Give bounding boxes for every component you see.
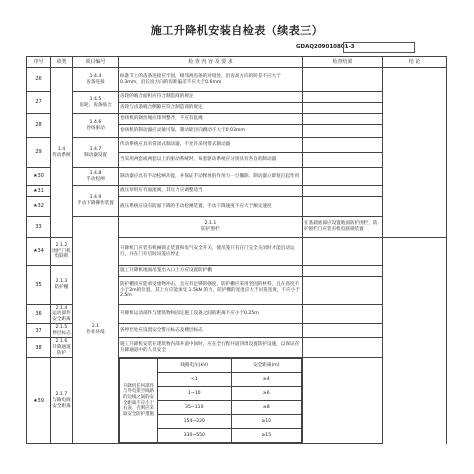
inspection-table	[26, 56, 447, 444]
result-cell[interactable]	[303, 277, 383, 305]
header-result: 检查结果	[303, 57, 383, 68]
row-seq: 26	[27, 68, 51, 92]
voltage-cell: 330~550	[158, 429, 232, 443]
row-seq: ★31	[27, 186, 51, 197]
item-content: 标准节上的齿条连接应牢固，相邻两齿条的对接处，沿齿高方向的阶差不应大于0.3mm，沿长度方向的齿距偏差不应大于0.6mm	[119, 68, 303, 92]
voltage-cell: 1~10	[158, 387, 232, 401]
item-content: 当采用两套或两套以上的驱动系统时，每套驱动系统应分别具有各自的制动器	[119, 153, 303, 168]
distance-cell: ≥6	[231, 387, 301, 401]
distance-cell: ≥15	[231, 429, 301, 443]
item-content: 制动器应具有手动松闸功能，并保证手动释放的作用力一旦撤除，制动器立即复位起作用	[119, 168, 303, 186]
result-cell[interactable]	[303, 358, 383, 444]
result-cell[interactable]	[303, 186, 383, 197]
item-content: 升降机门应装有机械锁止装置和电气安全开关，使吊笼只有在门完全关闭时才能启动运行，并在门开启时吊笼应停止	[119, 238, 303, 266]
header-row	[27, 57, 447, 68]
voltage-cell: 154~220	[158, 415, 232, 429]
row-seq: 35	[27, 266, 51, 305]
category-operation-env: 2.1 作业环境	[73, 217, 119, 444]
table-row	[27, 68, 447, 92]
page-title: 施工升降机安装自检表（续表三）	[150, 24, 324, 37]
item-content-with-table	[119, 358, 303, 444]
header-item-no: 项目编号	[73, 57, 119, 68]
result-cell[interactable]	[303, 125, 383, 138]
item-content: 卷扬机的钢丝绳应排列整齐，不应有乱绳	[119, 114, 303, 125]
item-no: 1.4.4 齿条连接	[73, 68, 119, 92]
item-content: 防护棚顶应能承受重物冲击，且应有足够的强度，防护棚应采用坚固的材料，且在高度不小于2m的位置，其上方应能承受 1.5kN 的力，防护棚的宽度应大于吊笼宽度，不应小于 2.5m	[119, 277, 303, 305]
item-content: 齿轮的啮合面积应符合制造商的规定	[119, 92, 303, 103]
row-seq: 37	[27, 324, 51, 338]
result-cell[interactable]	[303, 338, 383, 358]
row-seq: ★32	[27, 197, 51, 217]
result-cell[interactable]	[303, 92, 383, 103]
header-conclusion: 结 论	[383, 57, 447, 68]
item-content: 传动系统应具有常闭式制动器，不允许采用带式制动器	[119, 138, 303, 153]
result-cell[interactable]	[303, 103, 383, 114]
conclusion-cell[interactable]	[383, 68, 447, 238]
item-no: 2.1.3 防护棚	[51, 266, 73, 305]
header-category: 项类	[51, 57, 73, 68]
code-input-box	[343, 42, 415, 53]
result-cell[interactable]	[303, 114, 383, 125]
item-no: 2.1.5 停层标志	[52, 324, 71, 336]
item-content: 施工升降机安装在建筑物内部井道中间时，应在全行程井道四周设置防护设施，以保证在升降通道中的人员安全	[119, 338, 303, 358]
row-seq: 38	[27, 338, 51, 358]
voltage-distance-table	[119, 358, 302, 443]
result-cell[interactable]	[303, 197, 383, 217]
item-no: 2.1.4 运动部件安全距离	[52, 305, 71, 322]
row-seq: ★39	[27, 358, 51, 444]
row-seq: 28	[27, 114, 51, 138]
header-seq: 序号	[27, 57, 51, 68]
item-no: 2.1.7 与输电线安全距离	[51, 358, 73, 444]
distance-header: 安全距离(m)	[231, 359, 301, 373]
distance-cell: ≥10	[231, 415, 301, 429]
category-drive-system: 1.4 传动系统	[51, 68, 73, 238]
row-seq: 27	[27, 92, 51, 114]
item-no: 2.1.2 围栏门机电联锁	[51, 238, 73, 266]
item-content: 卷扬机的制动器应灵敏可靠，制动轮径向跳动不大于0.03mm	[119, 125, 303, 138]
item-no: 1.4.9 手动下降操作装置	[73, 186, 119, 217]
distance-cell: ≥4	[231, 373, 301, 387]
result-cell[interactable]	[303, 168, 383, 186]
row-seq: ★34	[27, 238, 51, 266]
item-no: 1.4.7 制动器设置	[73, 138, 119, 168]
voltage-cell: <1	[158, 373, 232, 387]
result-cell[interactable]	[303, 238, 383, 266]
result-cell[interactable]	[303, 324, 383, 338]
voltage-header: 线路电压(kV)	[158, 359, 232, 373]
item-no: 1.4.6 卷扬驱动	[73, 114, 119, 138]
item-content: 施工升降机地面吊笼出入口上方应设置防护棚	[119, 266, 303, 277]
item-content: 各停层处应设置安全警示标志及楼层标志	[119, 324, 303, 338]
result-cell[interactable]	[303, 138, 383, 153]
result-cell[interactable]	[303, 305, 383, 324]
item-content: 液压泵组应有溢流阀，其压力应调整适当	[119, 186, 303, 197]
item-content: 齿轮与齿条啮合侧隙应符合制造商的规定	[119, 103, 303, 114]
row-seq: ★30	[27, 168, 51, 186]
document-code: GDAQ209010801-3	[296, 44, 355, 50]
item-no: 1.4.5 齿轮、齿条啮合	[73, 92, 119, 114]
result-cell[interactable]	[303, 153, 383, 168]
item-content: 液压系统应设有防溢下降的手动松闸装置，手动下降速度不应大于额定速度	[119, 197, 303, 217]
result-cell[interactable]	[303, 266, 383, 277]
voltage-cell: 35~110	[158, 401, 232, 415]
row-seq: 29	[27, 138, 51, 168]
item-no: 2.1.6 升降通道防护	[51, 338, 73, 358]
row-seq: 36	[27, 305, 51, 324]
item-no: 1.4.8 手动松闸	[73, 168, 119, 186]
item-content: 在基础底部应设置地面防护围栏，防护围栏门应装有机电联锁装置	[303, 217, 383, 238]
item-content: 升降机运动部件与建筑物和固定施工设备之间的距离不应小于0.25m	[119, 305, 303, 324]
result-cell[interactable]	[303, 68, 383, 92]
item-content: 升降机任何部件与外电架空线路的边线之间的安全距离不应小于右表，否则应采取安全防护措施	[120, 359, 158, 443]
header-content: 检 查 内 容 及 要 求	[119, 57, 303, 68]
distance-cell: ≥8	[231, 401, 301, 415]
item-no: 2.1.1 防护围栏	[119, 217, 303, 238]
row-seq: 33	[27, 217, 51, 238]
